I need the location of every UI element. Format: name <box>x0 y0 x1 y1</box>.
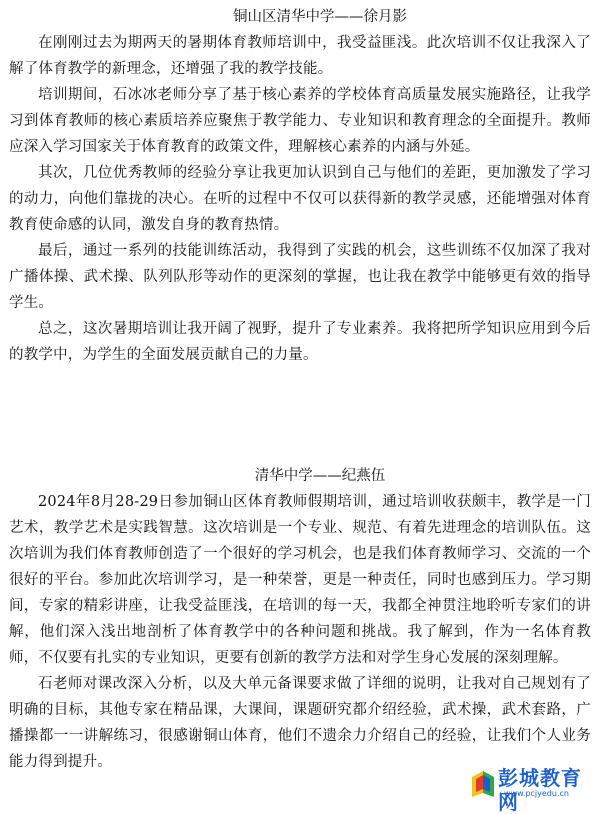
book-logo-icon <box>470 767 496 797</box>
watermark-title: 彭城教育网 <box>498 766 582 814</box>
site-watermark <box>470 765 594 814</box>
paragraph: 最后，通过一系列的技能训练活动，我得到了实践的机会，这些训练不仅加深了我对广播体操、武术操、队列队形等动作的更深刻的掌握，也让我在教学中能够更有效的指导学生。 <box>9 243 591 311</box>
section-title: 铜山区清华中学——徐月影 <box>233 9 407 25</box>
reflection-section-ji <box>9 463 591 775</box>
paragraph: 其次，几位优秀教师的经验分享让我更加认识到自己与他们的差距，更加激发了学习的动力，向他们靠拢的决心。在听的过程中不仅可以获得新的教学灵感，还能增强对体育教育使命感的认同，激发自身的教育热情。 <box>9 165 591 233</box>
paragraph: 培训期间，石冰冰老师分享了基于核心素养的学校体育高质量发展实施路径，让我学习到体育教师的核心素质培养应聚焦于教学能力、专业知识和教育理念的全面提升。教师应深入学习国家关于体育教育的政策文件，理解核心素养的内涵与外延。 <box>9 87 591 155</box>
section-title: 清华中学——纪燕伍 <box>254 468 386 484</box>
paragraph: 2024年8月28-29日参加铜山区体育教师假期培训，通过培训收获颇丰，教学是一门艺术，教学艺术是实践智慧。这次培训是一个专业、规范、有着先进理念的培训队伍。这次培训为我们体育教师创造了一个很好的学习机会，也是我们体育教师学习、交流的一个很好的平台。参加此次培训学习，是一种荣誉，更是一种责任，同时也感到压力。学习期间，专家的精彩讲座，让我受益匪浅，在培训的每一天，我都全神贯注地聆听专家们的讲解，他们深入浅出地剖析了体育教学中的各种问题和挑战。我了解到，作为一名体育教师，不仅要有扎实的专业知识，更要有创新的教学方法和对学生身心发展的深刻理解。 <box>9 494 591 666</box>
paragraph: 在刚刚过去为期两天的暑期体育教师培训中，我受益匪浅。此次培训不仅让我深入了解了体育教学的新理念，还增强了我的教学技能。 <box>9 35 591 77</box>
reflection-section-xu <box>9 4 591 368</box>
paragraph: 总之，这次暑期培训让我开阔了视野，提升了专业素养。我将把所学知识应用到今后的教学中，为学生的全面发展贡献自己的力量。 <box>9 321 591 363</box>
paragraph: 石老师对课改深入分析，以及大单元备课要求做了详细的说明，让我对自己规划有了明确的目标，其他专家在精品课，大课间，课题研究都介绍经验，武术操，武术套路，广播操都一一讲解练习，很感谢铜山体育，他们不遗余力介绍自己的经验，让我们个人业务能力得到提升。 <box>9 676 591 770</box>
watermark-url: www.pcjyedu.cn <box>504 789 569 798</box>
